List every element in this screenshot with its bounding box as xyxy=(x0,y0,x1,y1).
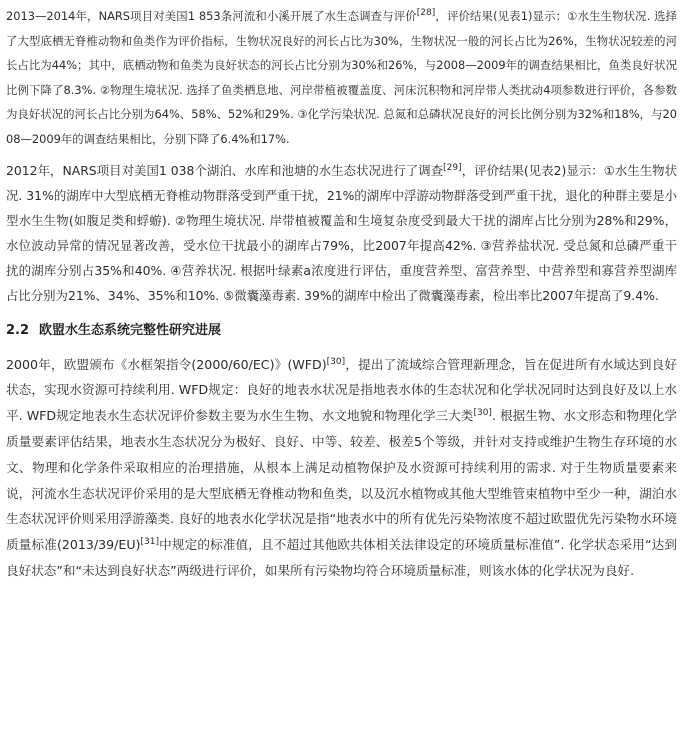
section-heading xyxy=(6,322,677,340)
paragraph-text: 2000年，欧盟颁布《水框架指令(2000/60/EC)》(WFD) xyxy=(6,356,327,372)
citation-ref[interactable]: [31] xyxy=(140,536,159,547)
citation-ref[interactable]: [29] xyxy=(443,162,462,173)
paragraph-text: 中规定的标准值，且不超过其他欧共体相关法律设定的环境质量标准值”. 化学状态采用“达到良好状态”和“未达到良好状态”两级进行评价，如果所有污染物均符合环境质量标准，则该水体的化学状况为良好. xyxy=(6,537,677,578)
paragraph-text: ，评价结果(见表2)显示：①水生生物状况. 31%的湖库中大型底栖无脊椎动物群落受到严重干扰，21%的湖库中浮游动物群落受到严重干扰，退化的种群主要是小型水生生物(如腹足类和蜉蝣). ②物理生境状况. 岸带植被覆盖和生境复杂度受到最大干扰的湖库占比分别为28%和29%，水位波动异常的情况显著改善，受水位干扰最小的湖库占79%，比2007年提高42%. ③营养盐状况. 受总氮和总磷严重干扰的湖库分别占35%和40%. ④营养状况. 根据叶绿素a浓度进行评估，重度营养型、富营养型、中营养型和寡营养型湖库占比分别为21%、34%、35%和10%. ⑤微囊藻毒素. 39%的湖库中检出了微囊藻毒素，检出率比2007年提高了9.4%. xyxy=(6,162,677,303)
paragraph-text: . 根据生物、水文形态和物理化学质量要素评估结果，地表水生态状况分为极好、良好、中等、较差、极差5个等级，并针对支持或维护生物生存环境的水文、物理和化学条件采取相应的治理措施，从根本上满足动植物保护及水资源可持续利用的需求. 对于生物质量要素来说，河流水生态状况评价采用的是大型底栖无脊椎动物和鱼类，以及沉水植物或其他大型维管束植物中至少一种，湖泊水生态状况评价则采用浮游藻类. 良好的地表水化学状况是指“地表水中的所有优先污染物浓度不超过欧盟优先污染物水环境质量标准(2013/39/EU) xyxy=(6,408,677,553)
section-title: 欧盟水生态系统完整性研究进展 xyxy=(39,322,222,338)
citation-ref[interactable]: [30] xyxy=(473,407,492,418)
paragraph-nars-rivers xyxy=(6,4,677,152)
paragraph-nars-lakes xyxy=(6,158,677,308)
citation-ref[interactable]: [30] xyxy=(326,356,346,367)
paragraph-text: 2012年，NARS项目对美国1 038个湖泊、水库和池塘的水生态状况进行了调查 xyxy=(6,162,444,178)
paragraph-text: ，评价结果(见表1)显示：①水生生物状况. 选择了大型底栖无脊椎动物和鱼类作为评价指标，生物状况良好的河长占比为30%，生物状况一般的河长占比为26%，生物状况较差的河长占比为44%；其中，底栖动物和鱼类为良好状态的河长占比分别为30%和26%，与2008—2009年的调查结果相比，鱼类良好状况比例下降了8.3%. ②物理生境状况. 选择了鱼类栖息地、河岸带植被覆盖度、河床沉积物和河岸带人类扰动4项参数进行评价，各参数为良好状况的河长占比分别为64%、58%、52%和29%. ③化学污染状况. 总氮和总磷状况良好的河长比例分别为32%和18%，与2008—2009年的调查结果相比，分别下降了6.4%和17%. xyxy=(6,9,678,146)
paragraph-text: ，提出了流域综合管理新理念，旨在促进所有水域达到良好状态，实现水资源可持续利用. WFD规定：良好的地表水状况是指地表水体的生态状况和化学状况同时达到良好及以上水平. WFD规定地表水生态状况评价参数主要为水生生物、水文地貌和物理化学三大类 xyxy=(6,356,677,424)
citation-ref[interactable]: [28] xyxy=(416,8,436,19)
paragraph-text: 2013—2014年，NARS项目对美国1 853条河流和小溪开展了水生态调查与评价 xyxy=(6,9,417,23)
section-number: 2.2 xyxy=(6,322,30,338)
paragraph-eu-wfd xyxy=(6,352,677,584)
